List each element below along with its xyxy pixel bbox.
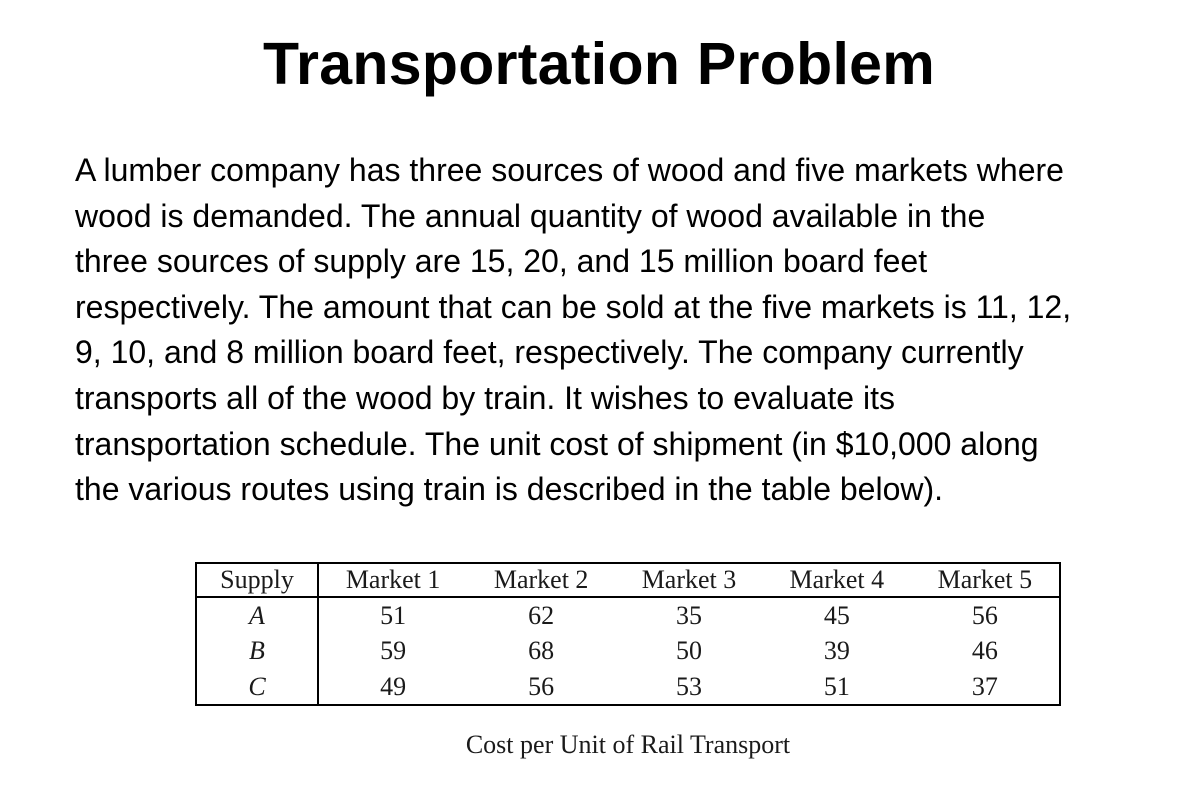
table-row: [196, 633, 1060, 669]
header-market-1: Market 1: [345, 565, 441, 594]
header-market-5: Market 5: [937, 565, 1033, 594]
table-cell: 62: [528, 600, 555, 630]
table-cell: 45: [823, 600, 850, 630]
header-market-3: Market 3: [641, 565, 737, 594]
table-cell: 35: [675, 600, 702, 630]
cost-table: [195, 562, 1061, 706]
header-market-4: Market 4: [789, 565, 885, 594]
table-cell: 37: [971, 671, 998, 701]
table-row: [196, 597, 1060, 633]
problem-description: [75, 148, 1165, 513]
table-cell: 39: [823, 636, 850, 665]
slide-title: Transportation Problem: [262, 31, 936, 97]
table-cell: 59: [380, 636, 407, 665]
header-market-2: Market 2: [493, 565, 589, 594]
table-cell: 56: [528, 671, 555, 701]
table-cell: 49: [380, 671, 407, 701]
table-cell: 68: [528, 636, 555, 665]
description-line: 9, 10, and 8 million board feet, respectively. The company currently: [75, 334, 1024, 371]
table-header-row: [196, 563, 1060, 597]
description-line: A lumber company has three sources of wood and five markets where: [75, 152, 1064, 188]
description-line: transports all of the wood by train. It wishes to evaluate its: [75, 379, 895, 416]
table-cell: 46: [971, 636, 998, 665]
table-cell: 50: [675, 636, 702, 665]
supply-label: B: [196, 633, 318, 669]
table-cell: 51: [380, 600, 407, 630]
table-cell: 53: [675, 671, 702, 701]
description-line: the various routes using train is described in the table below).: [75, 471, 944, 508]
description-line: wood is demanded. The annual quantity of wood available in the: [75, 197, 986, 234]
description-line: respectively. The amount that can be sold at the five markets is 11, 12,: [75, 288, 1072, 325]
table-cell: 56: [971, 600, 998, 630]
description-line: three sources of supply are 15, 20, and 15 million board feet: [75, 243, 928, 280]
table-caption: Cost per Unit of Rail Transport: [465, 730, 791, 759]
supply-label: C: [196, 669, 318, 705]
description-line: transportation schedule. The unit cost of shipment (in $10,000 along: [75, 425, 1039, 462]
table-cell: 51: [823, 671, 850, 701]
supply-label: A: [196, 597, 318, 633]
header-supply: Supply: [196, 563, 318, 597]
table-row: [196, 669, 1060, 705]
